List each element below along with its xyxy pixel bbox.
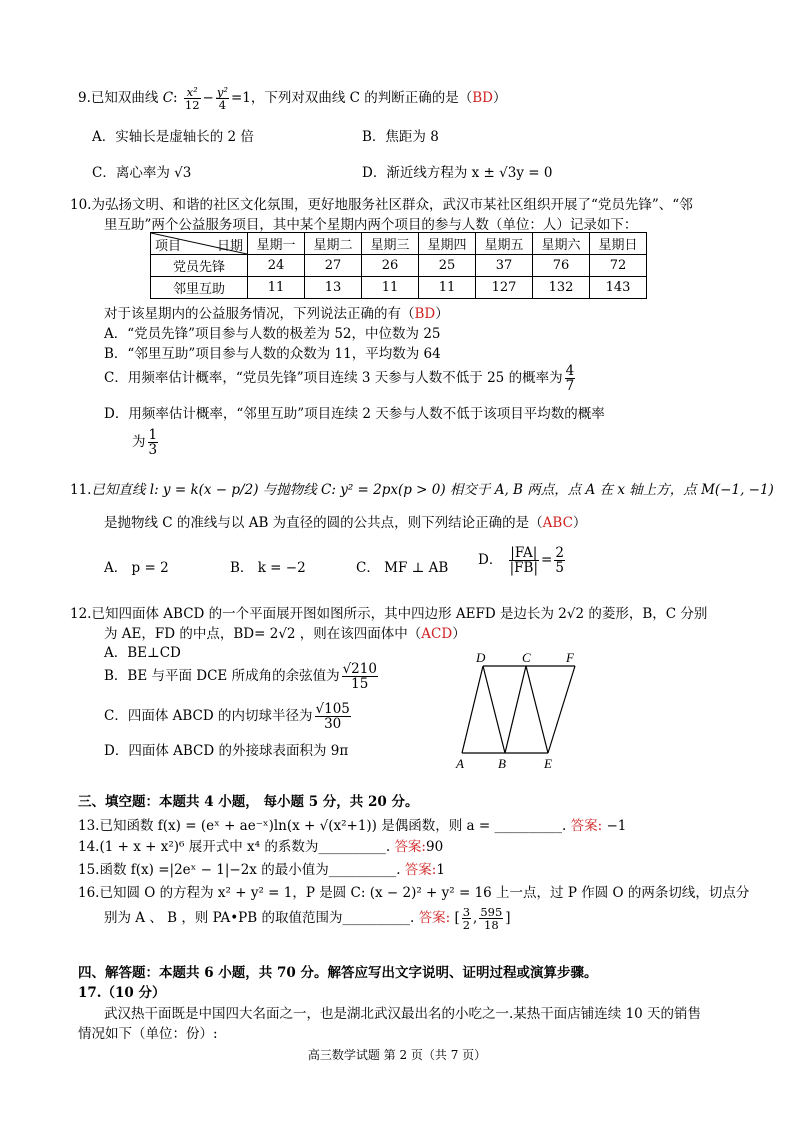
- q9-option-d: D．渐近线方程为 x ± √3y = 0: [362, 165, 553, 181]
- table-header-day: 星期一: [248, 233, 305, 255]
- q13-answer: −1: [606, 818, 627, 834]
- q11-option-c: C． MF ⊥ AB: [356, 560, 449, 576]
- q11-line1: 11.已知直线 l: y = k(x − p/2) 与抛物线 C: y² = 2px(p > 0) 相交于 A, B 两点，点 A 在 x 轴上方，点 M(−1, −1): [70, 482, 774, 498]
- page-footer: 高三数学试题 第 2 页（共 7 页）: [307, 1048, 487, 1062]
- q17-line2: 情况如下（单位：份）:: [78, 1026, 218, 1042]
- label-e: E: [544, 756, 552, 771]
- q10-line1: 10.为弘扬文明、和谐的社区文化氛围，更好地服务社区群众，武汉市某社区组织开展了“党员先锋”、“邻: [70, 197, 693, 213]
- q9-stem: 9.已知双曲线 C: $\frac{\text{x²}}{12}$ − $\frac{\text{y²}}{4}$ =1，下列对双曲线 C 的判断正确的是（BD）: [78, 85, 507, 113]
- q12-line1: 12.已知四面体 ABCD 的一个平面展开图如图所示，其中四边形 AEFD 是边长为 2√2 的菱形，B，C 分别: [70, 606, 708, 622]
- label-b: B: [498, 756, 506, 771]
- section3-title: 三、填空题：本题共 4 小题， 每小题 5 分，共 20 分。: [78, 794, 419, 810]
- q17-head: 17.（10 分）: [78, 985, 166, 1001]
- q10-table: [150, 232, 647, 299]
- q16-answer: [ $\frac{3}{2}$ , $\frac{595}{18}$ ]: [454, 905, 511, 933]
- q11-answer: ABC: [542, 515, 573, 531]
- table-header-day: 星期五: [476, 233, 533, 255]
- q11-option-d: D． $\frac{|FA|}{|FB|}$ = $\frac{2}{5}$: [478, 545, 564, 577]
- q10-option-d-cont: 为 $\frac{1}{3}$: [132, 427, 158, 459]
- q9-answer: BD: [472, 90, 494, 107]
- q12-answer: ACD: [421, 626, 453, 642]
- q10-answer: BD: [414, 306, 436, 322]
- q12-option-d: D．四面体 ABCD 的外接球表面积为 9π: [104, 743, 349, 759]
- q11-option-a: A． p = 2: [104, 560, 169, 576]
- q12-option-b: B．BE 与平面 DCE 所成角的余弦值为 $\frac{√210}{15}$: [104, 661, 377, 693]
- q15-answer: 1: [436, 862, 445, 878]
- q12-option-c: C．四面体 ABCD 的内切球半径为 $\frac{√105}{30}$: [104, 701, 350, 733]
- q9-option-c: C．离心率为 √3: [92, 165, 192, 181]
- q16-line1: 16.已知圆 O 的方程为 x² + y² = 1，P 是圆 C: (x − 2)² + y² = 16 上一点，过 P 作圆 O 的两条切线，切点分: [78, 885, 750, 901]
- q12-option-a: A．BE⊥CD: [104, 645, 181, 661]
- q10-option-b: B．“邻里互助”项目参与人数的众数为 11，平均数为 64: [104, 346, 441, 362]
- q11-option-b: B． k = −2: [230, 560, 306, 576]
- table-row: 党员先锋 24 27 26 25 37 76 72: [151, 255, 647, 277]
- q10-question: 对于该星期内的公益服务情况，下列说法正确的有（BD）: [104, 306, 449, 322]
- net-figure: [450, 648, 590, 772]
- q13: 13.已知函数 f(x) = (eˣ + ae⁻ˣ)ln(x + √(x²+1)) 是偶函数，则 a = __________. 答案: −1: [78, 818, 627, 834]
- table-header-day: 星期四: [419, 233, 476, 255]
- q11-line2: 是抛物线 C 的准线与以 AB 为直径的圆的公共点，则下列结论正确的是（ABC）: [104, 515, 587, 531]
- label-a: A: [456, 756, 464, 771]
- q9-option-b: B．焦距为 8: [362, 129, 439, 145]
- q12-line2: 为 AE，FD 的中点，BD= 2√2 ，则在该四面体中（ACD）: [104, 626, 466, 642]
- q10-option-d: D．用频率估计概率，“邻里互助”项目连续 2 天参与人数不低于该项目平均数的概率: [104, 406, 605, 422]
- q10-option-a: A．“党员先锋”项目参与人数的极差为 52，中位数为 25: [104, 326, 441, 342]
- table-header-day: 星期二: [305, 233, 362, 255]
- table-row: 邻里互助 11 13 11 11 127 132 143: [151, 277, 647, 299]
- table-header-day: 星期日: [590, 233, 647, 255]
- q14-answer: 90: [426, 839, 444, 855]
- q17-line1: 武汉热干面既是中国四大名面之一，也是湖北武汉最出名的小吃之一.某热干面店铺连续 10 天的销售: [104, 1006, 702, 1022]
- label-c: C: [522, 650, 531, 665]
- table-header-day: 星期六: [533, 233, 590, 255]
- q16-line2: 别为 A 、 B ，则 PA•PB 的取值范围为__________. 答案: [ $\frac{3}{2}$ , $\frac{595}{18}$ ]: [104, 905, 511, 933]
- table-corner-header: 项目 日期: [151, 233, 248, 255]
- table-header-day: 星期三: [362, 233, 419, 255]
- q10-line2: 里互助”两个公益服务项目，其中某个星期内两个项目的参与人数（单位：人）记录如下：: [104, 217, 638, 233]
- label-d: D: [476, 650, 486, 665]
- q15: 15.函数 f(x) =|2eˣ − 1|−2x 的最小值为__________. 答案:1: [78, 862, 445, 878]
- q14: 14.(1 + x + x²)⁶ 展开式中 x⁴ 的系数为__________. 答案:90: [78, 839, 444, 855]
- q9-option-a: A．实轴长是虚轴长的 2 倍: [92, 129, 254, 145]
- label-f: F: [566, 650, 574, 665]
- section4-title: 四、解答题：本题共 6 小题，共 70 分。解答应写出文字说明、证明过程或演算步骤。: [78, 965, 598, 981]
- q10-option-c: C．用频率估计概率，“党员先锋”项目连续 3 天参与人数不低于 25 的概率为 $\frac{4}{7}$: [104, 363, 575, 395]
